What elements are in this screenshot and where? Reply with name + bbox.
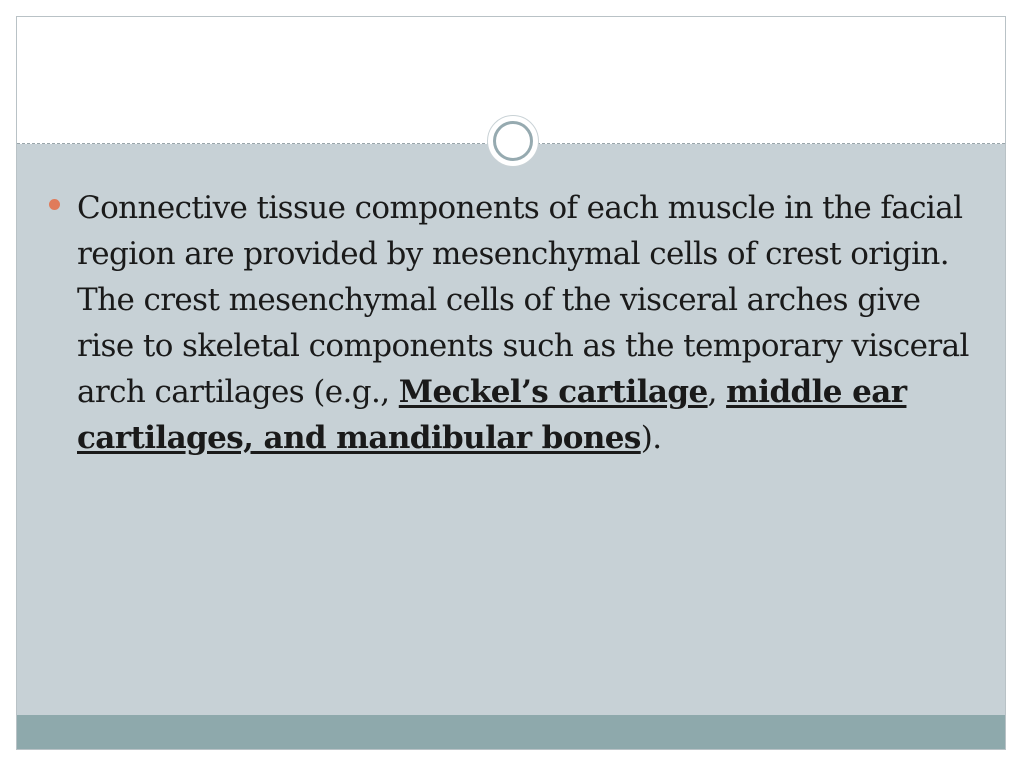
- bullet-dot-icon: [49, 199, 60, 210]
- bullet-item: [49, 185, 969, 461]
- divider-ring-inner: [493, 121, 533, 161]
- bullet-text-before: Connective tissue components of each muscle in the facial region are provided by mesenchymal cells of crest origin. The crest mesenchymal cells of the visceral arches give rise to skeletal components such as the temporary visceral arch cartilages (e.g.,: [77, 190, 969, 410]
- bullet-separator: ,: [707, 374, 727, 410]
- bullet-text-after: ).: [640, 420, 662, 456]
- bottom-band: [17, 715, 1005, 749]
- term-middle-ear-cartilages: middle ear cartilages, and mandibular bones: [77, 374, 907, 456]
- bullet-text: [77, 185, 969, 461]
- slide: [16, 16, 1006, 750]
- slide-body: [49, 185, 969, 461]
- divider-ring-ornament: [487, 115, 539, 167]
- term-meckels-cartilage: Meckel’s cartilage: [398, 374, 708, 410]
